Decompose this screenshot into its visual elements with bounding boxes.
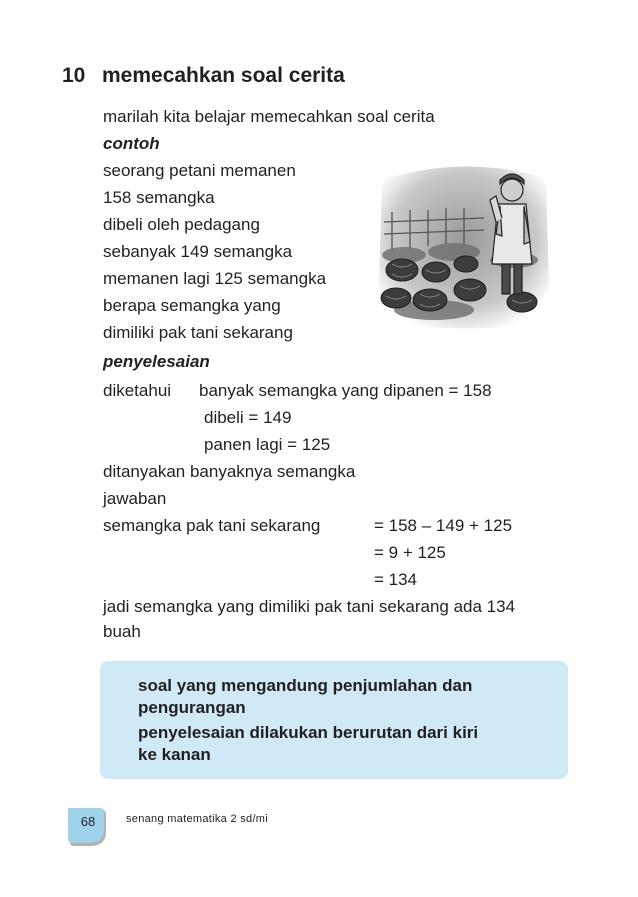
asked-text: ditanyakan banyaknya semangka [103,462,356,481]
calc-step: = 158 – 149 + 125 [374,516,513,535]
page-number-badge [66,806,110,850]
problem-line: berapa semangka yang [103,296,281,315]
problem-line: dibeli oleh pedagang [103,215,260,234]
problem-line: memanen lagi 125 semangka [103,269,327,288]
answer-label: jawaban [103,489,167,508]
calc-step: = 9 + 125 [374,543,446,562]
problem-line: 158 semangka [103,188,215,207]
calc-label: semangka pak tani sekarang [103,516,321,535]
section-title-text: memecahkan soal cerita [102,64,345,87]
farmer-in-watermelon-field-icon [374,160,552,335]
book-title-footer: senang matematika 2 sd/mi [126,813,269,825]
section-title [62,64,345,88]
known-item: dibeli = 149 [204,408,292,427]
note-line: ke kanan [138,745,211,764]
intro-text: marilah kita belajar memecahkan soal cerita [103,107,435,126]
note-line: soal yang mengandung penjumlahan dan [138,676,473,695]
note-line: penyelesaian dilakukan berurutan dari kiri [138,723,479,742]
page-number: 68 [80,814,96,829]
problem-line: seorang petani memanen [103,161,296,180]
known-item: panen lagi = 125 [204,435,331,454]
problem-line: sebanyak 149 semangka [103,242,293,261]
problem-line: dimiliki pak tani sekarang [103,323,293,342]
conclusion-line: buah [103,622,141,641]
conclusion-line: jadi semangka yang dimiliki pak tani sekarang ada 134 [103,597,516,616]
calc-step: = 134 [374,570,418,589]
solution-heading: penyelesaian [103,352,210,371]
known-label: diketahui [103,381,172,400]
summary-note-box [100,661,568,779]
note-line: pengurangan [138,698,246,717]
section-number: 10 [62,64,86,87]
example-heading: contoh [103,134,160,153]
known-item: banyak semangka yang dipanen = 158 [199,381,492,400]
